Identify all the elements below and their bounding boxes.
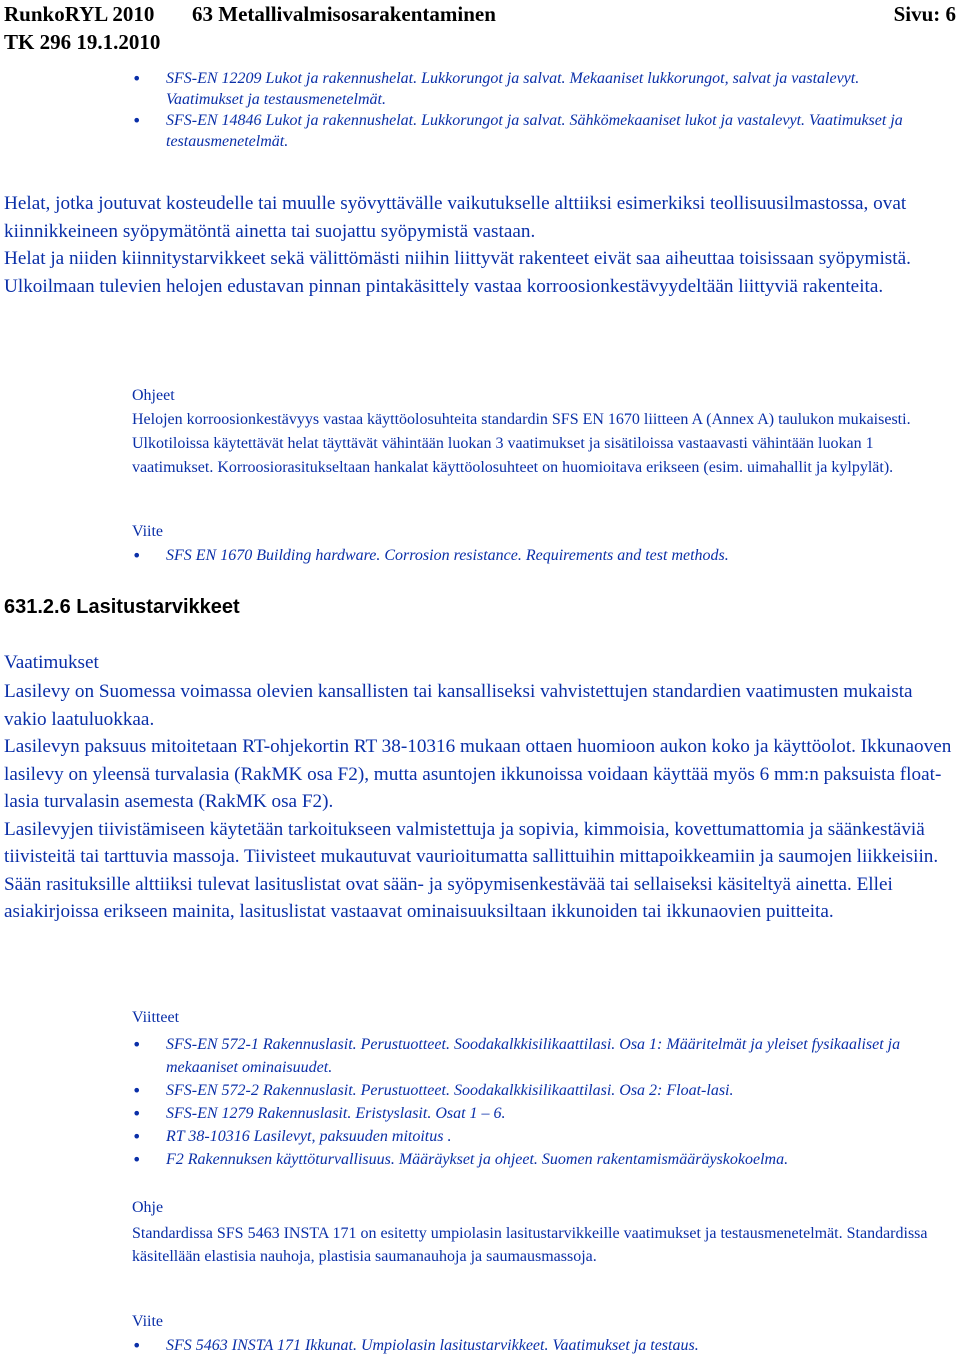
list-item: • SFS-EN 12209 Lukot ja rakennushelat. Lukkorungot ja salvat. Mekaaniset lukkorungot, salvat ja vastalevyt. Vaatimukset ja testausmenetelmät. bbox=[132, 68, 932, 110]
list-item: • F2 Rakennuksen käyttöturvallisuus. Määräykset ja ohjeet. Suomen rakentamismääräyskokoelma. bbox=[132, 1148, 942, 1171]
list-item: • SFS-EN 14846 Lukot ja rakennushelat. Lukkorungot ja salvat. Sähkömekaaniset lukot ja vastalevyt. Vaatimukset ja testausmenetelmät. bbox=[132, 110, 932, 152]
viitteet-heading: Viitteet bbox=[132, 1009, 180, 1026]
paragraph: Helat ja niiden kiinnitystarvikkeet sekä välittömästi niihin liittyvät rakenteet eivät saa aiheuttaa toisissaan syöpymistä. bbox=[4, 248, 911, 269]
ohje-text: Standardissa SFS 5463 INSTA 171 on esitetty umpiolasin lasitustarvikkeille vaatimukset ja testausmenetelmät. Standardissa käsitellään elastisia nauhoja, plastisia saumanauhoja ja saumausmassoja. bbox=[132, 1225, 928, 1265]
section-text bbox=[4, 678, 956, 926]
ohjeet-block bbox=[132, 384, 942, 480]
paragraph: Lasilevyn paksuus mitoitetaan RT-ohjekortin RT 38-10316 mukaan ottaen huomioon aukon koko ja käyttöolot. Ikkunaoven lasilevy on yleensä turvalasia (RakMK osa F2), mutta asuntojen ikkunoissa voidaan käyttää myös 6 mm:n paksuista float-lasia turvalasin asemesta (RakMK osa F2). bbox=[4, 736, 952, 812]
document-id: RunkoRYL 2010 bbox=[4, 2, 155, 26]
viite-list bbox=[132, 1334, 942, 1358]
paragraph: Lasilevy on Suomessa voimassa olevien kansallisten tai kansalliseksi vahvistettujen standardien vaatimusten mukaista vakio laatuluokkaa. bbox=[4, 681, 913, 730]
ohje-heading: Ohje bbox=[132, 1199, 164, 1216]
viitteet-list bbox=[132, 1033, 942, 1171]
viite-heading: Viite bbox=[132, 1313, 164, 1330]
viite-block bbox=[132, 520, 942, 568]
ohjeet-text: Helojen korroosionkestävyys vastaa käyttöolosuhteita standardin SFS EN 1670 liitteen A (Annex A) taulukon mukaisesti. Ulkotiloissa käytettävät helat täyttävät vähintään luokan 3 vaatimukset ja sisätiloissa vastaavasti vähintään luokan 1 vaatimukset. Korroosiorasitukseltaan hankalat käyttöolosuhteet on huomioitava erikseen (esim. uimahallit ja kylpylät). bbox=[132, 411, 911, 476]
ohje-block bbox=[132, 1196, 942, 1268]
list-item: • SFS 5463 INSTA 171 Ikkunat. Umpiolasin lasitustarvikkeet. Vaatimukset ja testaus. bbox=[132, 1334, 942, 1358]
paragraph: Ulkoilmaan tulevien helojen edustavan pinnan pintakäsittely vastaa korroosionkestävyydeltään liittyviä rakenteita. bbox=[4, 275, 884, 297]
ohjeet-heading: Ohjeet bbox=[132, 387, 175, 404]
paragraph: Helat, jotka joutuvat kosteudelle tai muulle syövyttävälle vaikutukselle alttiiksi esimerkiksi teollisuusilmastossa, ovat kiinnikkeineen syöpymätöntä ainetta tai suojattu syöpymistä vastaan. bbox=[4, 193, 907, 242]
viite-heading: Viite bbox=[132, 523, 164, 540]
list-item: • SFS EN 1670 Building hardware. Corrosion resistance. Requirements and test methods. bbox=[132, 544, 942, 568]
document-date: TK 296 19.1.2010 bbox=[4, 30, 161, 54]
list-item: • RT 38-10316 Lasilevyt, paksuuden mitoitus . bbox=[132, 1125, 942, 1148]
section-title: 631.2.6 Lasitustarvikkeet bbox=[4, 596, 240, 618]
paragraph: Sään rasituksille alttiiksi tulevat lasituslistat ovat sään- ja syöpymisenkestävää tai sellaiseksi käsiteltyä ainetta. Ellei asiakirjoissa erikseen mainita, lasituslistat vastaavat ominaisuuksiltaan ikkunoiden tai ikkunaovien puitteita. bbox=[4, 873, 893, 922]
list-item: • SFS-EN 572-2 Rakennuslasit. Perustuotteet. Soodakalkkisilikaattilasi. Osa 2: Float-lasi. bbox=[132, 1079, 942, 1102]
viitteet-block bbox=[132, 1006, 942, 1171]
list-item: • SFS-EN 1279 Rakennuslasit. Eristyslasit. Osat 1 – 6. bbox=[132, 1102, 942, 1125]
paragraph: Lasilevyjen tiivistämiseen käytetään tarkoitukseen valmistettuja ja sopivia, kimmoisia, kovettumattomia ja säänkestäviä tiivisteitä tai tarttuvia massoja. Tiivisteet mukautuvat vaurioitumatta sallittuihin mittapoikkeamiin ja saumojen liikkeisiin. bbox=[4, 818, 939, 867]
page-title: 63 Metallivalmisosarakentaminen bbox=[192, 2, 496, 26]
viite-list bbox=[132, 544, 942, 568]
page-number: Sivu: 6 bbox=[893, 2, 956, 26]
page-header bbox=[4, 0, 956, 60]
standard-reference-list bbox=[132, 68, 932, 152]
viite-block-2 bbox=[132, 1310, 942, 1358]
intro-text bbox=[4, 190, 956, 300]
section-subtitle: Vaatimukset bbox=[4, 652, 99, 673]
list-item: • SFS-EN 572-1 Rakennuslasit. Perustuotteet. Soodakalkkisilikaattilasi. Osa 1: Määritelmät ja yleiset fysikaaliset ja mekaaniset ominaisuudet. bbox=[132, 1033, 942, 1079]
